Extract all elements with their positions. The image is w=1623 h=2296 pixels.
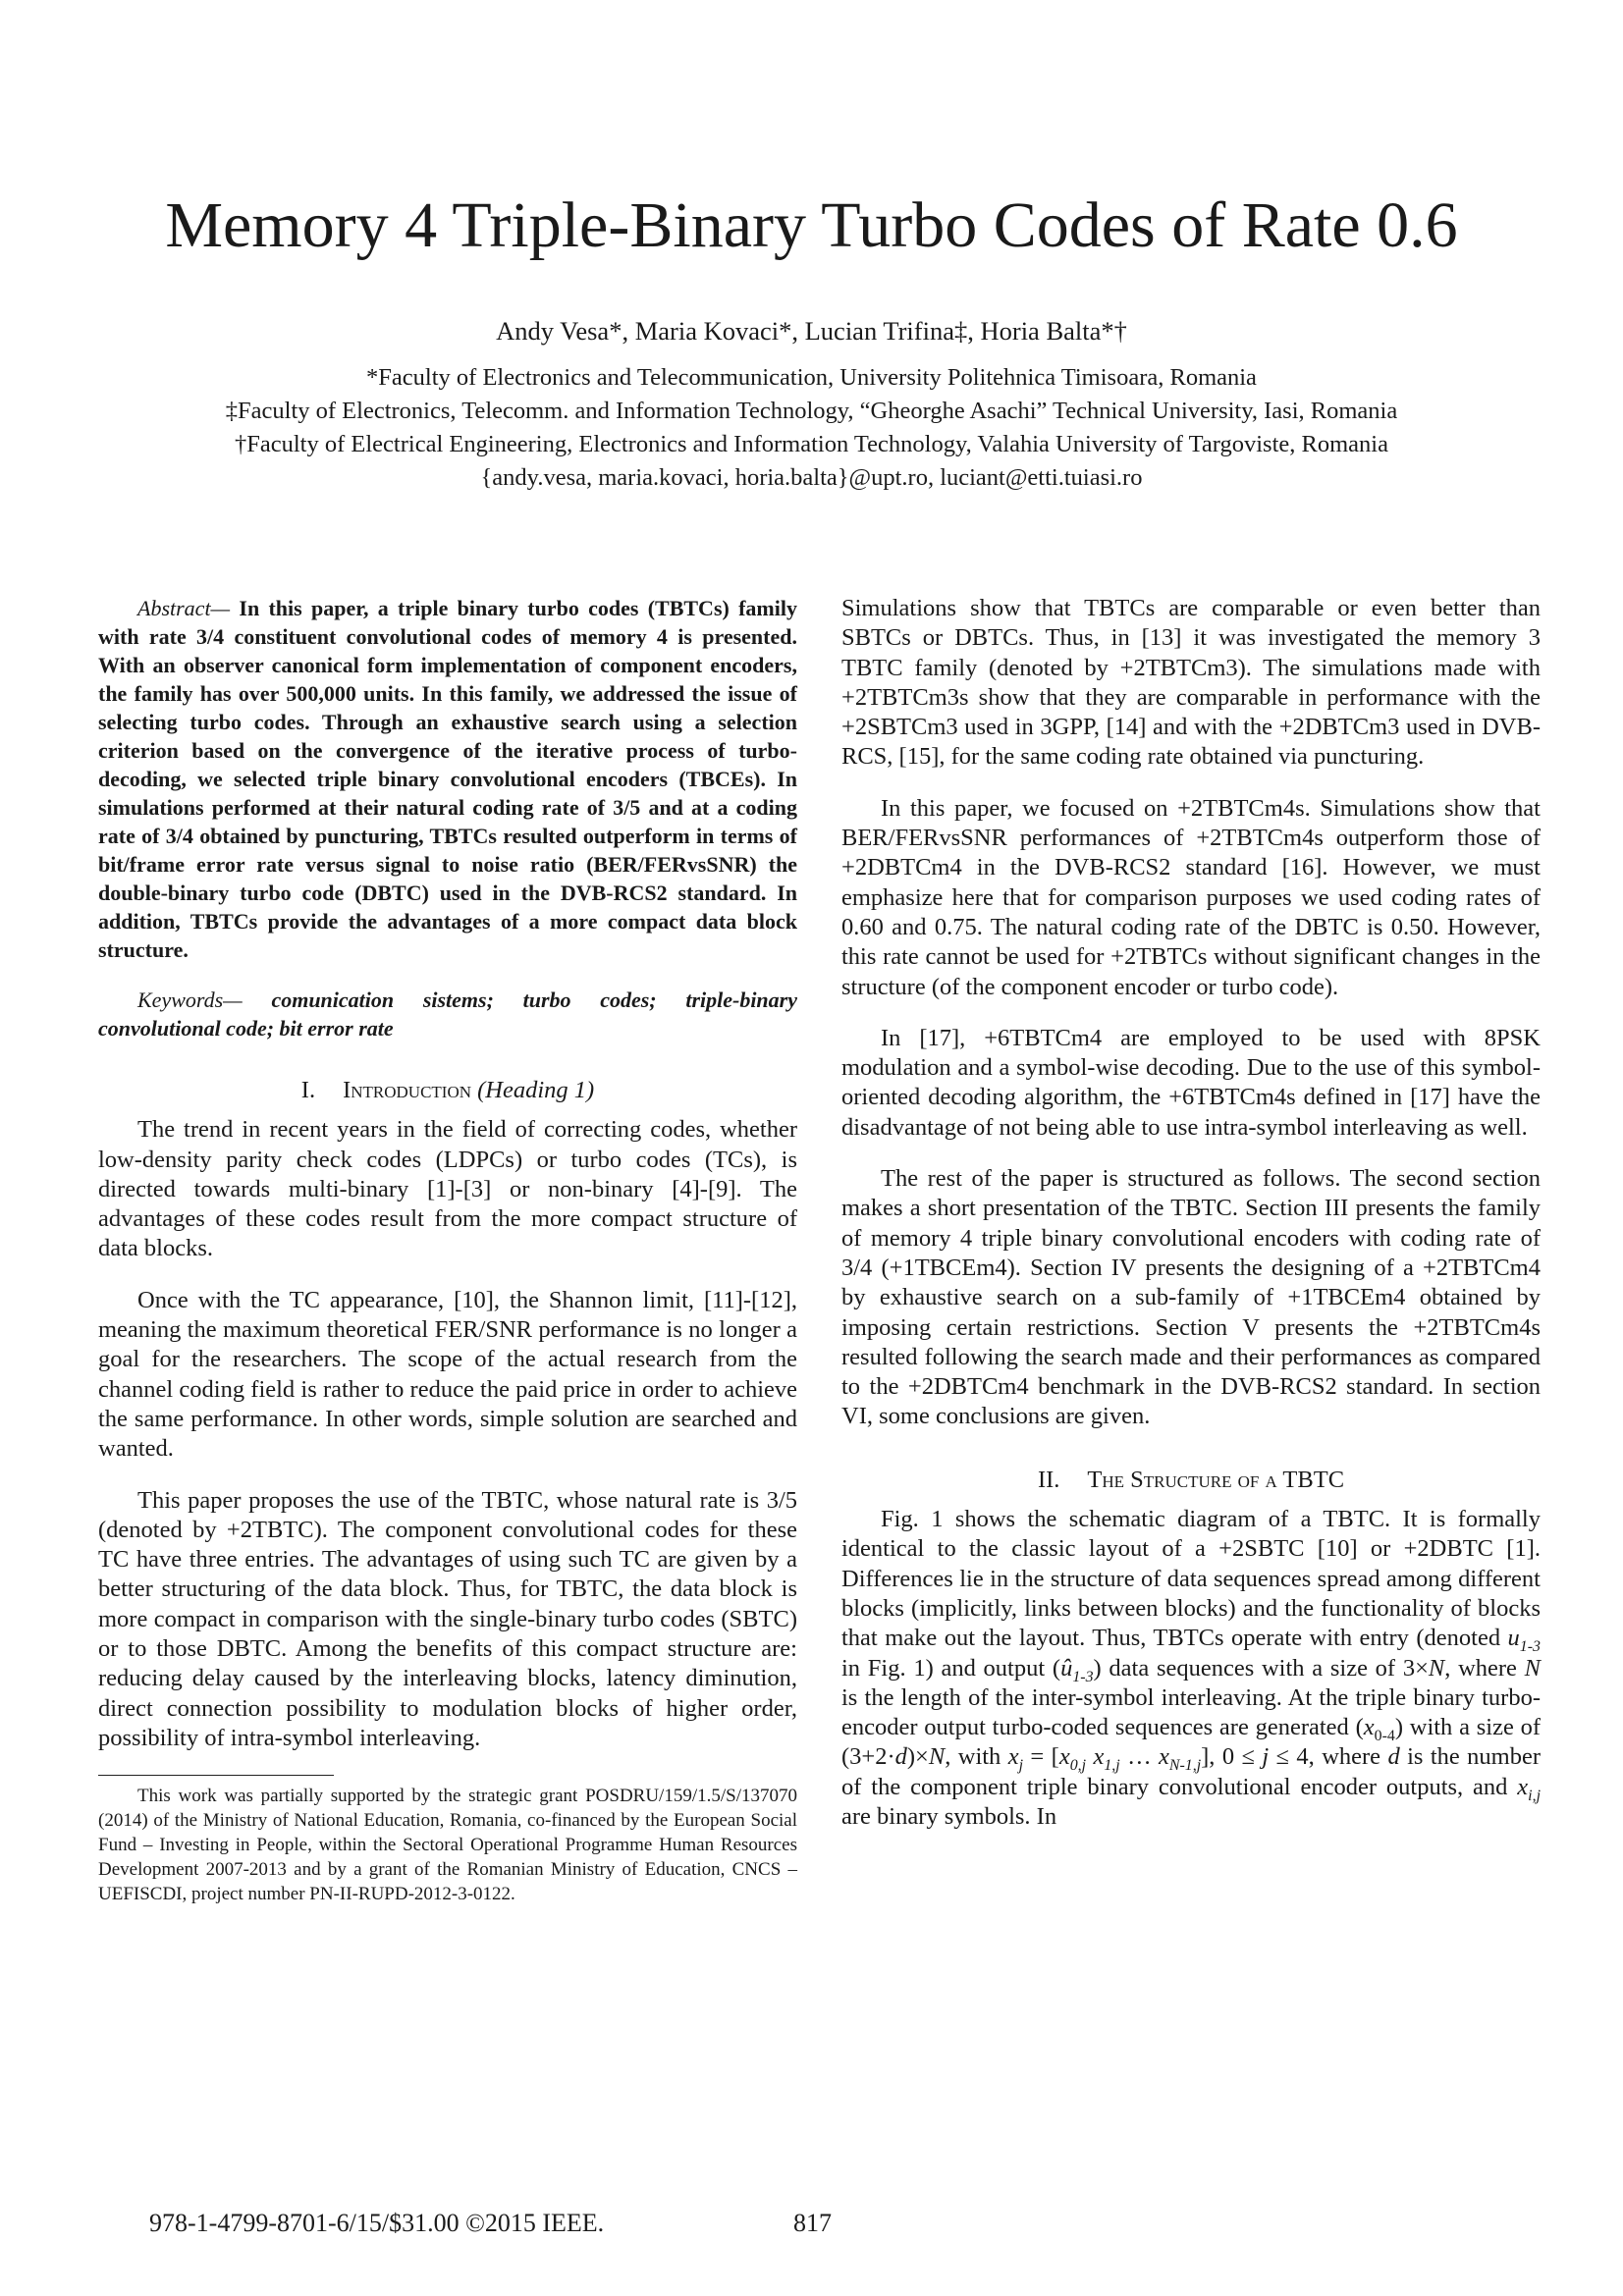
keywords <box>98 986 797 1042</box>
section-1-number: I. <box>300 1077 316 1103</box>
keywords-text: comunication sistems; turbo codes; triple-binary convolutional code; bit error rate <box>98 988 797 1041</box>
paper-title: Memory 4 Triple-Binary Turbo Codes of Rate 0.6 <box>165 189 1458 261</box>
funding-footnote: This work was partially supported by the strategic grant POSDRU/159/1.5/S/137070 (2014) of the Ministry of National Education, Romania, co-financed by the European Social Fund – Investing in People, within the Sectoral Operational Programme Human Resources Development 2007-2013 and by a grant of the Romanian Ministry of Education, CNCS – UEFISCDI, project number PN-II-RUPD-2012-3-0122. <box>98 1786 797 1905</box>
section-1-style-hint: (Heading 1) <box>477 1077 595 1103</box>
left-column <box>98 594 797 1928</box>
right-paragraph-2: In this paper, we focused on +2TBTCm4s. Simulations show that BER/FERvsSNR performances of +2TBTCm4s outperform those of +2DBTCm4 in the DVB-RCS2 standard [16]. However, we must emphasize here that for comparison purposes we used coding rates of 0.60 and 0.75. The natural coding rate of the DBTC is 0.50. However, this rate cannot be used for +2TBTCs without significant changes in the structure (of the component encoder or turbo code). <box>841 794 1541 1000</box>
section-2-number: II. <box>1037 1466 1060 1493</box>
abstract <box>98 594 797 964</box>
page-number: 817 <box>793 2209 832 2237</box>
section-1-heading <box>98 1076 797 1105</box>
keywords-lead: Keywords— <box>137 988 243 1012</box>
author-emails: {andy.vesa, maria.kovaci, horia.balta}@upt.ro, luciant@etti.tuiasi.ro <box>480 464 1143 491</box>
right-column <box>841 594 1541 1853</box>
abstract-text: In this paper, a triple binary turbo codes (TBTCs) family with rate 3/4 constituent convolutional codes of memory 4 is presented. With an observer canonical form implementation of component encoders, the family has over 500,000 units. In this family, we addressed the issue of selecting turbo codes. Through an exhaustive search using a selection criterion based on the convergence of the iterative process of turbo-decoding, we selected triple binary convolutional encoders (TBCEs). In simulations performed at their natural coding rate of 3/5 and at a coding rate of 3/4 obtained by puncturing, TBTCs resulted outperform in terms of bit/frame error rate versus signal to noise ratio (BER/FERvsSNR) the double-binary turbo code (DBTC) used in the DVB-RCS2 standard. In addition, TBTCs provide the advantages of a more compact data block structure. <box>98 596 797 962</box>
intro-paragraph-1: The trend in recent years in the field of correcting codes, whether low-density parity check codes (LDPCs) or turbo codes (TCs), is directed towards multi-binary [1]-[3] or non-binary [4]-[9]. The advantages of these codes result from the more compact structure of data blocks. <box>98 1116 797 1262</box>
affiliation-3: †Faculty of Electrical Engineering, Electronics and Information Technology, Valahia University of Targoviste, Romania <box>235 431 1388 457</box>
section-1-title: Introduction <box>343 1077 472 1103</box>
right-paragraph-1: Simulations show that TBTCs are comparable or even better than SBTCs or DBTCs. Thus, in [13] it was investigated the memory 3 TBTC family (denoted by +2TBTCm3). The simulations made with +2TBTCm3s show that they are comparable in performance with the +2SBTCm3 used in 3GPP, [14] and with the +2DBTCm3 used in DVB-RCS, [15], for the same coding rate obtained via puncturing. <box>841 595 1541 771</box>
isbn-copyright: 978-1-4799-8701-6/15/$31.00 ©2015 IEEE. <box>149 2209 605 2237</box>
affiliation-1: *Faculty of Electronics and Telecommunication, University Politehnica Timisoara, Romania <box>366 364 1257 391</box>
right-paragraph-4: The rest of the paper is structured as follows. The second section makes a short presentation of the TBTC. Section III presents the family of memory 4 triple binary convolutional encoders with coding rate of 3/4 (+1TBCEm4). Section IV presents the designing of a +2TBTCm4 by exhaustive search on a sub-family of +1TBCEm4 obtained by imposing certain restrictions. Section V presents the +2TBTCm4s resulted following the search made and their performances as compared to the +2DBTCm4 benchmark in the DVB-RCS2 standard. In section VI, some conclusions are given. <box>841 1165 1541 1430</box>
footnote-rule <box>98 1775 334 1776</box>
right-paragraph-3: In [17], +6TBTCm4 are employed to be used with 8PSK modulation and a symbol-wise decoding. Due to the use of this symbol-oriented decoding algorithm, the +6TBTCm4s defined in [17] have the disadvantage of not being able to use intra-symbol interleaving as well. <box>841 1024 1541 1141</box>
structure-paragraph: Fig. 1 shows the schematic diagram of a TBTC. It is formally identical to the classic layout of a +2SBTC [10] or +2DBTC [1]. Differences lie in the structure of data sequences spread among different blocks (implicitly, links between blocks) and the functionality of blocks that make out the layout. Thus, TBTCs operate with entry (denoted $u_{1-3}$ in Fig. 1) and output $(û_{1-3})$ data sequences with a size of 3×N, where N is the length of the inter-symbol interleaving. At the triple binary turbo-encoder output turbo-coded sequences are generated $(x_{0-4})$ with a size of (3+2·d)×N, with $x_j = [x_{0,j}$ $x_{1,j}$ … $x_{N-1,j}$], 0 ≤ j ≤ 4, where d is the number of the component triple binary convolutional encoder outputs, and $x_{i,j}$ are binary symbols. In <box>841 1506 1542 1830</box>
section-2-heading <box>841 1466 1541 1495</box>
abstract-lead: Abstract— <box>137 596 231 620</box>
affiliation-2: ‡Faculty of Electronics, Telecomm. and Information Technology, “Gheorghe Asachi” Technical University, Iasi, Romania <box>225 398 1398 424</box>
intro-paragraph-2: Once with the TC appearance, [10], the Shannon limit, [11]-[12], meaning the maximum theoretical FER/SNR performance is no longer a goal for the researchers. The scope of the actual research from the channel coding field is rather to reduce the paid price in order to achieve the same performance. In other words, simple solution are searched and wanted. <box>98 1286 797 1463</box>
author-list: Andy Vesa*, Maria Kovaci*, Lucian Trifina‡, Horia Balta*† <box>496 316 1127 346</box>
intro-paragraph-3: This paper proposes the use of the TBTC, whose natural rate is 3/5 (denoted by +2TBTC). The component convolutional codes for these TC have three entries. The advantages of using such TC are given by a better structuring of the data block. Thus, for TBTC, the data block is more compact in comparison with the single-binary turbo codes (SBTC) or to those DBTC. Among the benefits of this compact structure are: reducing delay caused by the interleaving blocks, latency diminution, direct connection possibility to modulation blocks of higher order, possibility of intra-symbol interleaving. <box>98 1486 797 1751</box>
section-2-title: The Structure of a TBTC <box>1087 1466 1345 1493</box>
